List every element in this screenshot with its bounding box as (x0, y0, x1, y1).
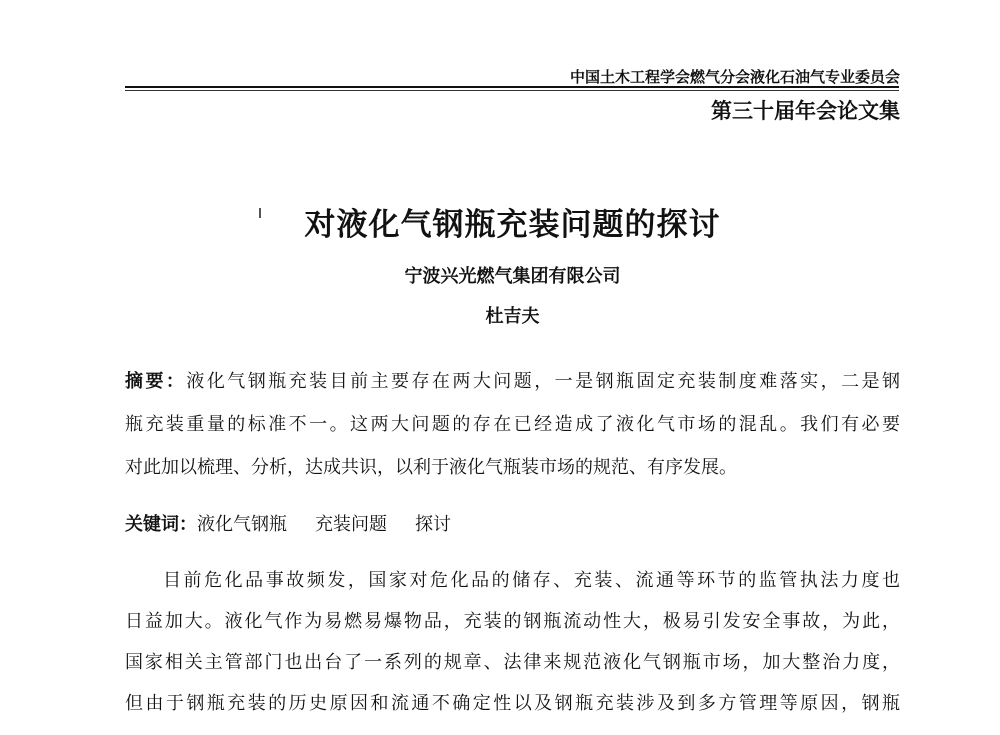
header-rule-thin (125, 90, 899, 91)
keyword-item: 探讨 (415, 514, 451, 535)
body-line: 但由于钢瓶充装的历史原因和流通不确定性以及钢瓶充装涉及到多方管理等原因，钢瓶 (125, 693, 900, 714)
abstract-line: 对此加以梳理、分析，达成共识，以利于液化气瓶装市场的规范、有序发展。 (125, 457, 737, 478)
abstract-label: 摘要： (125, 371, 187, 392)
keyword-item: 充装问题 (315, 514, 387, 535)
header-rule (125, 86, 899, 88)
keyword-item: 液化气钢瓶 (197, 514, 287, 535)
body-line: 国家相关主管部门也出台了一系列的规章、法律来规范液化气钢瓶市场，加大整治力度， (125, 652, 900, 673)
header-proceedings: 第三十届年会论文集 (711, 99, 900, 123)
abstract-line-text: 液化气钢瓶充装目前主要存在两大问题，一是钢瓶固定充装制度难落实，二是钢 (186, 371, 900, 392)
keywords-line (125, 512, 900, 538)
author-name: 杜吉夫 (485, 306, 540, 327)
body-line: 日益加大。液化气作为易燃易爆物品，充装的钢瓶流动性大，极易引发安全事故，为此， (125, 611, 900, 632)
abstract-line: 瓶充装重量的标准不一。这两大问题的存在已经造成了液化气市场的混乱。我们有必要 (125, 414, 900, 435)
abstract-line (125, 369, 900, 395)
body-line: 目前危化品事故频发，国家对危化品的储存、充装、流通等环节的监管执法力度也 (163, 570, 900, 591)
author-affiliation: 宁波兴光燃气集团有限公司 (404, 266, 621, 287)
paper-title: 对液化气钢瓶充装问题的探讨 (304, 207, 721, 243)
keywords-label: 关键词： (125, 514, 197, 535)
header-organization: 中国土木工程学会燃气分会液化石油气专业委员会 (569, 68, 900, 86)
